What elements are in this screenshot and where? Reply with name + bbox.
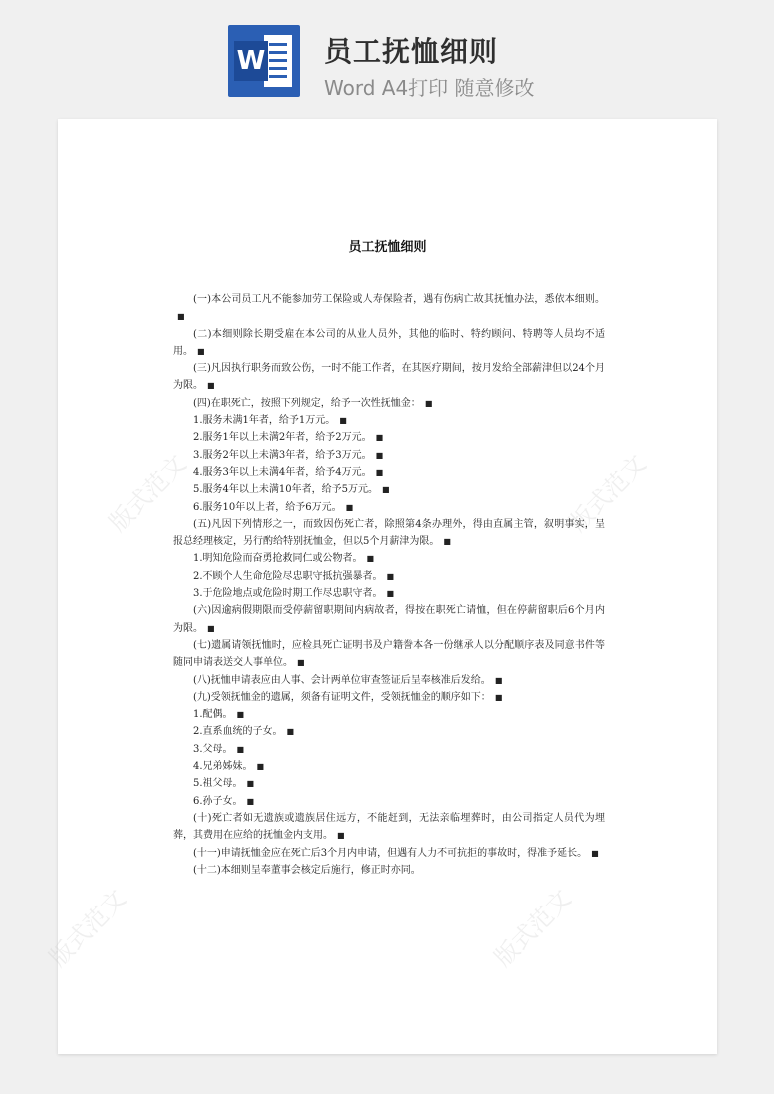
paragraph-text: (十)死亡者如无遗族或遗族居住远方，不能赶到，无法亲临埋葬时，由公司指定人员代为埋葬，其费用在应给的抚恤金内支用。: [173, 812, 605, 842]
paragraph-end-mark: ■: [246, 779, 255, 789]
document-paragraph: [173, 585, 605, 602]
paragraph-text: (六)因逾病假期限而受停薪留职期间内病故者，得按在职死亡请恤，但在停薪留职后6个月内为限。: [173, 605, 605, 634]
paragraph-text: 2.不顾个人生命危险尽忠职守抵抗强暴者。: [193, 570, 383, 582]
document-paragraph: [173, 723, 605, 740]
paragraph-end-mark: ■: [382, 485, 390, 495]
watermark: 版式范文: [488, 884, 577, 973]
header: [0, 0, 774, 110]
paragraph-text: 6.孙子女。: [193, 795, 243, 807]
paragraph-text: 1.服务未满1年者，给予1万元。: [193, 415, 336, 427]
paragraph-text: 5.祖父母。: [193, 778, 243, 790]
paragraph-end-mark: ■: [494, 692, 503, 702]
paragraph-text: 2.直系血统的子女。: [193, 726, 283, 738]
paragraph-text: 2.服务1年以上未满2年者，给予2万元。: [193, 432, 372, 444]
paragraph-text: (十二)本细则呈奉董事会核定后施行，修正时亦同。: [193, 864, 421, 876]
paragraph-end-mark: ■: [246, 796, 255, 806]
paragraph-end-mark: ■: [197, 346, 205, 356]
document-paragraph: [173, 741, 605, 758]
document-title: 员工抚恤细则: [348, 240, 427, 255]
document-paragraph: [173, 672, 605, 689]
document-paragraph: [173, 568, 605, 585]
document-paragraph: [173, 637, 605, 672]
paragraph-text: 4.兄弟姊妹。: [193, 761, 253, 773]
paragraph-text: 4.服务3年以上未满4年者，给予4万元。: [193, 466, 372, 478]
paragraph-end-mark: ■: [366, 554, 375, 564]
document-page: [43, 119, 717, 1054]
document-paragraph: [173, 689, 605, 706]
document-paragraph: [173, 429, 605, 446]
watermark: 版式范文: [103, 449, 192, 538]
paragraph-text: 1.配偶。: [193, 709, 233, 721]
document-paragraph: [173, 395, 605, 412]
paragraph-text: (二)本细则除长期受雇在本公司的从业人员外，其他的临时、特约顾问、特聘等人员均不适用。: [173, 328, 605, 357]
paragraph-text: 1.明知危险而奋勇抢救同仁或公物者。: [193, 553, 363, 565]
word-icon-letter: W: [234, 41, 268, 81]
document-paragraph: [173, 516, 605, 551]
paragraph-text: 3.服务2年以上未满3年者，给予3万元。: [193, 449, 372, 461]
paragraph-text: (七)遗属请领抚恤时，应检具死亡证明书及户籍誊本各一份继承人以分配顺序表及同意书件等随同申请表送交人事单位。: [173, 639, 605, 669]
paragraph-end-mark: ■: [297, 658, 305, 668]
paragraph-text: 3.于危险地点或危险时期工作尽忠职守者。: [193, 588, 383, 600]
paragraph-text: (五)凡因下列情形之一，而致因伤死亡者，除照第4条办理外，得由直属主管，叙明事实，呈报总经理核定，另行酌给特别抚恤金，但以5个月薪津为限。: [173, 518, 605, 548]
document-paragraph: [173, 360, 605, 395]
document-paragraph: [173, 412, 605, 429]
document-paragraph: [173, 291, 605, 326]
document-paragraph: [173, 481, 605, 498]
paragraph-end-mark: ■: [177, 312, 185, 322]
paragraph-end-mark: ■: [375, 467, 384, 477]
document-paragraph: [173, 499, 605, 516]
document-paragraph: [173, 793, 605, 810]
watermark: 版式范文: [563, 449, 652, 538]
paragraph-text: (八)抚恤申请表应由人事、会计两单位审查签证后呈奉核准后发给。: [193, 674, 491, 686]
paragraph-end-mark: ■: [207, 381, 215, 391]
paragraph-end-mark: ■: [339, 416, 347, 426]
document-paragraph: [173, 447, 605, 464]
document-paragraph: [173, 326, 605, 361]
document-paragraph: [173, 775, 605, 792]
document-paragraph: [173, 862, 605, 879]
paragraph-text: 3.父母。: [193, 743, 233, 755]
paragraph-text: 6.服务10年以上者，给予6万元。: [193, 501, 342, 513]
document-paragraph: [173, 758, 605, 775]
paragraph-end-mark: ■: [337, 831, 345, 841]
header-title: 员工抚恤细则: [324, 35, 499, 68]
paragraph-end-mark: ■: [375, 450, 384, 460]
paragraph-text: (十一)申请抚恤金应在死亡后3个月内申请，但遇有人力不可抗拒的事故时，得准予延长。: [193, 847, 588, 859]
watermark: 版式范文: [43, 884, 132, 973]
header-subtitle: Word A4打印 随意修改: [324, 76, 535, 100]
paragraph-text: (一)本公司员工凡不能参加劳工保险或人寿保险者，遇有伤病亡故其抚恤办法，悉依本细则。: [193, 294, 605, 305]
paragraph-end-mark: ■: [386, 571, 395, 581]
paragraph-text: (四)在职死亡，按照下列规定，给予一次性抚恤金：: [193, 397, 421, 409]
paragraph-end-mark: ■: [236, 710, 245, 720]
word-document-icon: [228, 25, 300, 97]
paragraph-end-mark: ■: [236, 744, 245, 754]
paragraph-end-mark: ■: [375, 433, 384, 443]
paragraph-end-mark: ■: [256, 762, 265, 772]
document-paragraph: [173, 845, 605, 862]
document-paragraph: [173, 464, 605, 481]
paragraph-end-mark: ■: [443, 537, 451, 547]
paragraph-end-mark: ■: [386, 589, 395, 599]
paragraph-text: (九)受领抚恤金的遗属，须备有证明文件，受领抚恤金的顺序如下：: [193, 691, 491, 703]
word-icon-sheet: [264, 35, 292, 87]
paragraph-end-mark: ■: [494, 675, 503, 685]
paragraph-end-mark: ■: [207, 623, 215, 633]
paragraph-text: 5.服务4年以上未满10年者，给予5万元。: [193, 484, 378, 496]
paragraph-end-mark: ■: [286, 727, 295, 737]
paragraph-end-mark: ■: [345, 502, 354, 512]
document-paragraph: [173, 602, 605, 637]
document-paragraph: [173, 706, 605, 723]
document-paragraph: [173, 550, 605, 567]
paragraph-text: (三)凡因执行职务而致公伤，一时不能工作者，在其医疗期间，按月发给全部薪津但以24个月为限。: [173, 363, 605, 392]
paragraph-end-mark: ■: [424, 398, 433, 408]
document-body: [173, 291, 605, 879]
document-paragraph: [173, 810, 605, 845]
paragraph-end-mark: ■: [591, 848, 599, 858]
